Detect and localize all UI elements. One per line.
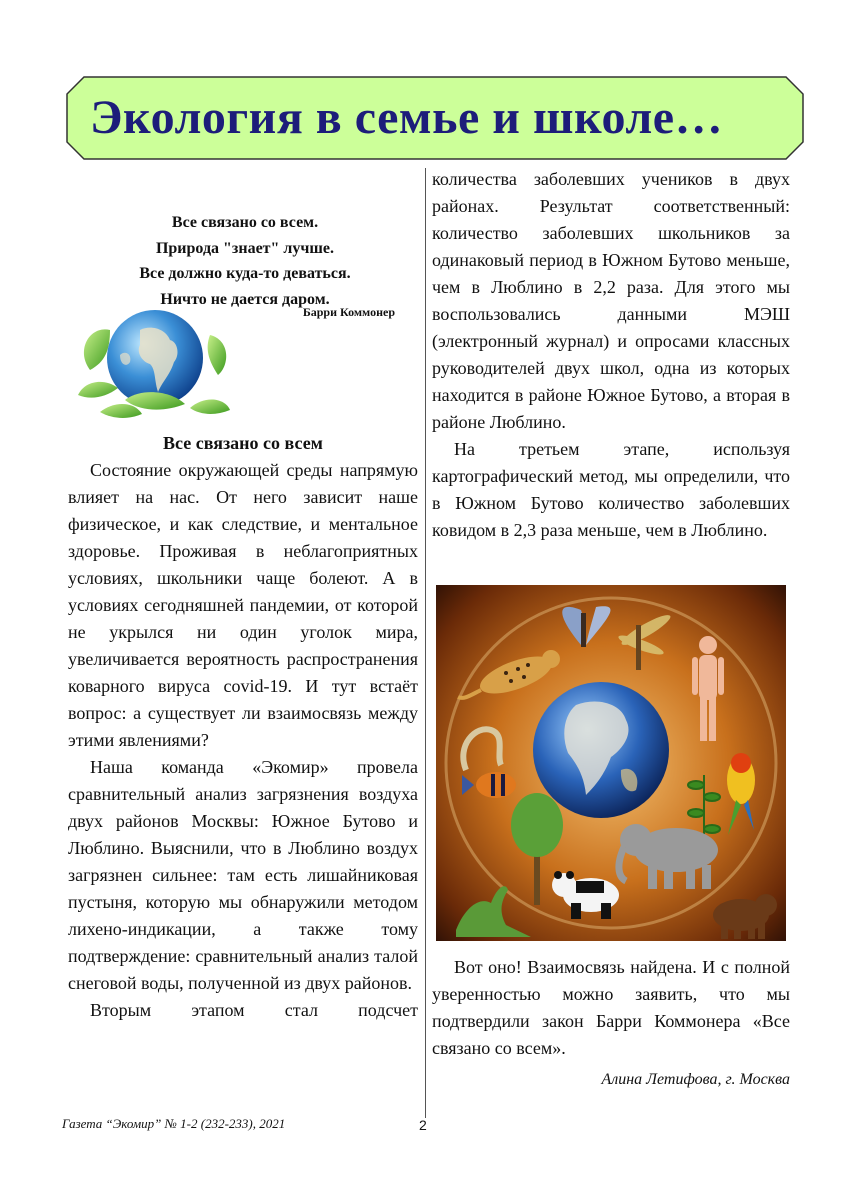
- paragraph: Наша команда «Экомир» провела сравнительный анализ загрязнения воздуха двух районов Москвы: Южное Бутово и Люблино. Выяснили, что в Люблино воздух загрязнен сильнее: там есть лишайниковая пустыня, которую мы обнаружили методом лихено-индикации, а также тому подтверждение: сравнительный анализ талой снеговой воды, полученной из двух районов.: [68, 757, 418, 993]
- epigraph: [75, 210, 415, 312]
- paragraph: количества заболевших учеников в двух районах. Результат соответственный: количество заболевших школьников за одинаковый период в Южном Бутово меньше, чем в Люблино в 2,2 раза. Для этого мы воспользовались данными МЭШ (электронный журнал) и опросами классных руководителей двух школ, одна из которых находится в районе Южное Бутово, а вторая в районе Люблино.: [432, 169, 790, 432]
- epigraph-line: Все должно куда-то деваться.: [139, 265, 351, 282]
- epigraph-line: Природа "знает" лучше.: [155, 239, 335, 257]
- footer-publication: Газета “Экомир” № 1-2 (232-233), 2021: [62, 1116, 286, 1131]
- epigraph-line: Ничто не дается даром.: [160, 290, 330, 308]
- paragraph: Состояние окружающей среды напрямую влияет на нас. От него зависит наше физическое, и как следствие, и ментальное здоровье. Проживая в неблагоприятных условиях, школьники чаще болеют. А в условиях сегодняшней пандемии, от которой не укрылся ни один уголок мира, увеличивается вероятность распространения коварного вируса covid-19. И тут встаёт вопрос: а существует ли взаимосвязь между этими явлениями?: [68, 460, 418, 750]
- section-heading: Все связано со всем: [163, 433, 323, 453]
- paragraph: Вторым этапом стал подсчет: [90, 1000, 418, 1020]
- article-signature: Алина Летифова, г. Москва: [601, 1071, 790, 1088]
- paragraph: На третьем этапе, используя картографический метод, мы определили, что в Южном Бутово количество заболевших ковидом в 2,3 раза меньше, чем в Люблино.: [432, 439, 790, 540]
- earth-animals-image: [436, 585, 786, 941]
- conclusion-block: [432, 954, 790, 1093]
- epigraph-author: Барри Коммонер: [302, 305, 395, 319]
- epigraph-line: Все связано со всем.: [171, 214, 319, 231]
- right-column: [432, 166, 790, 544]
- left-column: [68, 430, 418, 1024]
- page-number: 2: [419, 1117, 427, 1133]
- column-divider: [425, 168, 426, 1118]
- conclusion-paragraph: Вот оно! Взаимосвязь найдена. И с полной уверенностью можно заявить, что мы подтвердили закон Барри Коммонера «Все связано со всем».: [432, 957, 790, 1058]
- globe-leaves-image: [70, 300, 235, 420]
- title-banner: [66, 76, 804, 160]
- page-title: Экология в семье и школе…: [90, 91, 724, 144]
